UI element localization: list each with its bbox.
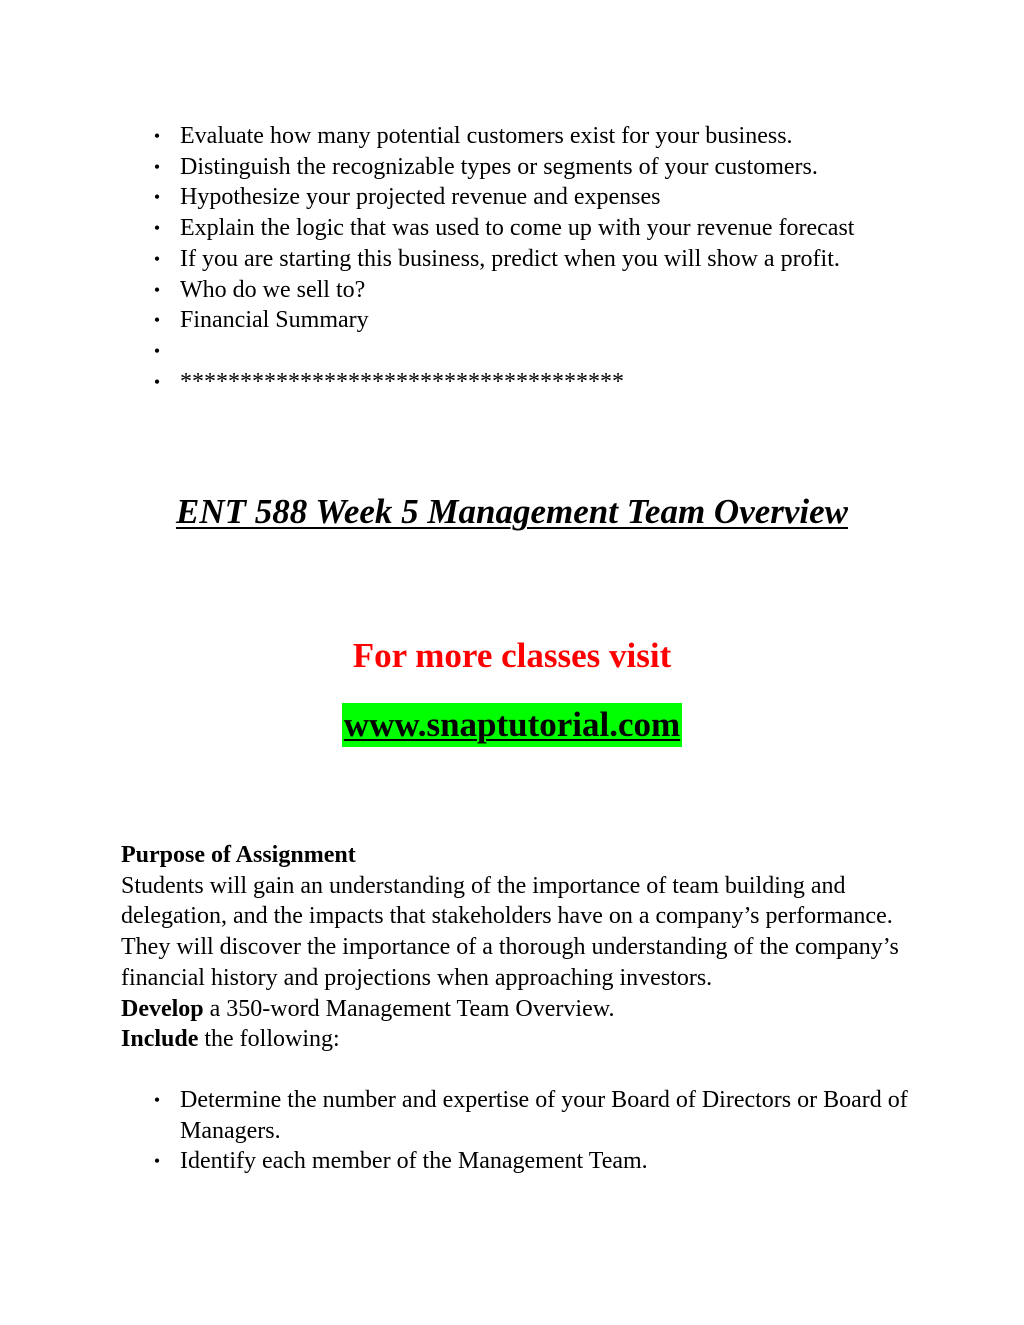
include-label: Include [121, 1026, 199, 1053]
list-item-text: Explain the logic that was used to come up with your revenue forecast [180, 215, 855, 242]
promo-text: For more classes visit [352, 636, 672, 675]
bullet-icon: • [153, 1151, 161, 1172]
list-item-text: ************************************* [180, 368, 624, 395]
bullet-icon: • [153, 340, 161, 361]
purpose-paragraph: Students will gain an understanding of the importance of team building and delegation, and the impacts that stakeholders have on a company’s performance. They will discover the importance of a thorough understanding of the company’s financial history and projections when approaching investors. [121, 872, 899, 991]
bullet-icon: • [153, 218, 161, 239]
website-link[interactable]: www.snaptutorial.com [342, 703, 682, 747]
bullet-icon: • [153, 371, 161, 392]
list-item [151, 121, 911, 152]
list-item-text: Evaluate how many potential customers exist for your business. [180, 123, 793, 149]
list-item-text: If you are starting this business, predict when you will show a profit. [180, 245, 840, 272]
promo-link-container [0, 703, 1024, 747]
include-instruction [121, 1024, 901, 1055]
list-item [151, 305, 911, 336]
bullet-icon: • [153, 126, 161, 146]
bullet-icon: • [153, 310, 161, 331]
requirements-list [151, 121, 911, 397]
bullet-icon: • [153, 1090, 161, 1110]
list-item [151, 213, 911, 244]
include-text: the following: [198, 1026, 340, 1053]
list-item [151, 182, 911, 213]
develop-text: a 350-word Management Team Overview. [203, 995, 615, 1022]
purpose-section [121, 840, 901, 1055]
include-list [151, 1085, 911, 1177]
list-item-text: Determine the number and expertise of your Board of Directors or Board of Managers. [180, 1087, 908, 1144]
develop-instruction [121, 994, 901, 1025]
list-item-text: Distinguish the recognizable types or segments of your customers. [180, 153, 818, 180]
section-title: Purpose of Assignment [121, 842, 356, 868]
bullet-icon: • [153, 279, 161, 300]
list-item-text: Hypothesize your projected revenue and expenses [180, 184, 661, 211]
list-item [151, 1085, 911, 1146]
list-item [151, 152, 911, 183]
list-item [151, 336, 911, 367]
develop-label: Develop [121, 995, 204, 1022]
list-item-text: Who do we sell to? [180, 276, 366, 303]
list-item-text: Financial Summary [180, 307, 369, 334]
bullet-icon: • [153, 248, 161, 269]
list-item [151, 367, 911, 398]
page-title: ENT 588 Week 5 Management Team Overview [175, 492, 849, 531]
list-item [151, 244, 911, 275]
list-item [151, 275, 911, 306]
bullet-icon: • [153, 187, 161, 208]
list-item [151, 1146, 911, 1177]
list-item-text: Identify each member of the Management Team. [180, 1148, 648, 1175]
bullet-icon: • [153, 156, 161, 177]
